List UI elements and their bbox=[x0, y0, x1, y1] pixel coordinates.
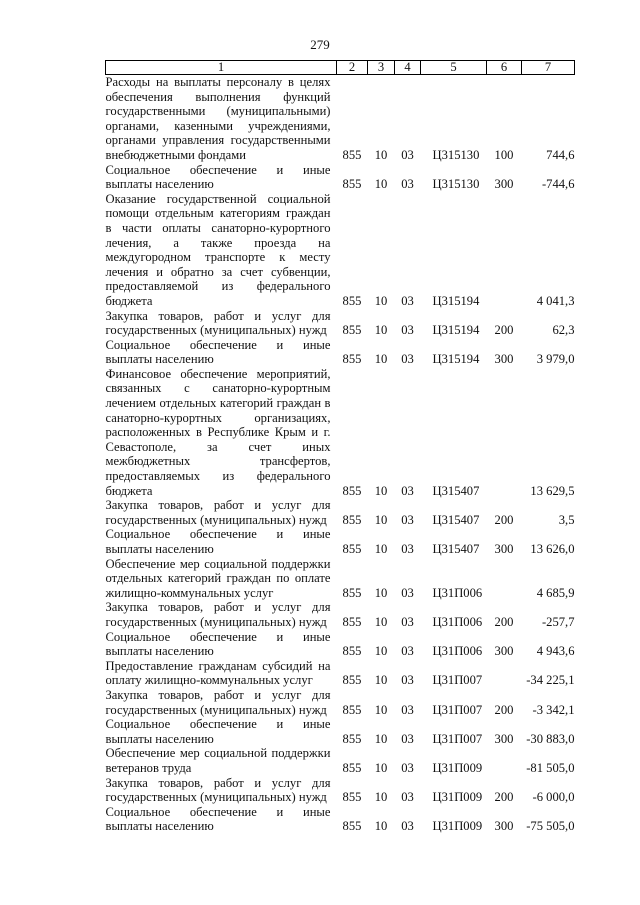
ministry-code-cell: 855 bbox=[342, 293, 362, 308]
budget-table bbox=[105, 60, 575, 834]
amount-cell: -257,7 bbox=[541, 614, 575, 629]
row-name-cell: Закупка товаров, работ и услуг для государственных (муниципальных) нужд bbox=[105, 687, 331, 717]
ministry-code-cell: 855 bbox=[342, 352, 362, 367]
amount-cell: 62,3 bbox=[552, 323, 575, 338]
ministry-code-cell: 855 bbox=[342, 177, 362, 192]
ministry-code-cell: 855 bbox=[342, 644, 362, 659]
section-code-cell: 10 bbox=[374, 614, 388, 629]
table-row bbox=[106, 309, 575, 338]
target-item-code-cell: Ц315407 bbox=[432, 512, 480, 527]
row-name-cell: Социальное обеспечение и иные выплаты населению bbox=[105, 717, 331, 746]
target-item-code-cell: Ц31П009 bbox=[432, 790, 483, 805]
target-item-code-cell: Ц31П006 bbox=[432, 614, 483, 629]
column-number-header-row bbox=[106, 61, 575, 75]
expense-type-code-cell bbox=[487, 192, 522, 309]
amount-cell: -30 883,0 bbox=[526, 731, 575, 746]
target-item-code-cell: Ц31П006 bbox=[432, 644, 483, 659]
subsection-code-cell: 03 bbox=[401, 790, 414, 805]
expense-type-code-cell: 200 bbox=[494, 512, 514, 527]
expense-type-code-cell: 300 bbox=[494, 352, 514, 367]
amount-cell: -34 225,1 bbox=[526, 673, 575, 688]
table-row bbox=[106, 498, 575, 527]
row-name-cell: Закупка товаров, работ и услуг для государственных (муниципальных) нужд bbox=[105, 775, 331, 805]
row-name-cell: Расходы на выплаты персоналу в целях обеспечения выполнения функций государственными (муниципальными) органами, казенными учреждениями, органами управления государственными внебюджетными фондами bbox=[105, 75, 331, 162]
section-code-cell: 10 bbox=[374, 512, 388, 527]
expense-type-code-cell: 300 bbox=[494, 542, 514, 556]
target-item-code-cell: Ц315407 bbox=[432, 483, 480, 498]
target-item-code-cell: Ц315130 bbox=[432, 147, 480, 162]
row-name-cell: Закупка товаров, работ и услуг для государственных (муниципальных) нужд bbox=[105, 308, 331, 338]
ministry-code-cell: 855 bbox=[342, 731, 362, 746]
expense-type-code-cell: 300 bbox=[494, 819, 514, 834]
target-item-code-cell: Ц315194 bbox=[432, 293, 480, 308]
subsection-code-cell: 03 bbox=[401, 819, 414, 834]
ministry-code-cell: 855 bbox=[342, 542, 362, 556]
ministry-code-cell: 855 bbox=[342, 760, 362, 775]
subsection-code-cell: 03 bbox=[401, 614, 414, 629]
target-item-code-cell: Ц315194 bbox=[432, 323, 480, 338]
subsection-code-cell: 03 bbox=[401, 644, 414, 659]
subsection-code-cell: 03 bbox=[401, 147, 414, 162]
column-header: 1 bbox=[106, 61, 337, 75]
amount-cell: 744,6 bbox=[546, 147, 575, 162]
expense-type-code-cell: 200 bbox=[494, 790, 514, 805]
row-name-cell: Финансовое обеспечение мероприятий, связанных с санаторно-курортным лечением отдельных категорий граждан в санаторно-курортных организациях, расположенных в Республике Крым и г. Севастополе, за счет иных межбюджетных трансфертов, предоставляемых из федерального бюджета bbox=[105, 366, 331, 498]
table-row bbox=[106, 557, 575, 601]
expense-type-code-cell bbox=[487, 557, 522, 601]
table-row bbox=[106, 630, 575, 659]
table-row bbox=[106, 367, 575, 498]
section-code-cell: 10 bbox=[374, 177, 388, 192]
ministry-code-cell: 855 bbox=[342, 702, 362, 717]
ministry-code-cell: 855 bbox=[342, 673, 362, 688]
target-item-code-cell: Ц31П009 bbox=[432, 819, 483, 834]
expense-type-code-cell: 200 bbox=[494, 614, 514, 629]
row-name-cell: Социальное обеспечение и иные выплаты населению bbox=[105, 527, 331, 556]
amount-cell: -75 505,0 bbox=[526, 819, 575, 834]
section-code-cell: 10 bbox=[374, 147, 388, 162]
row-name-cell: Оказание государственной социальной помощи отдельным категориям граждан в части оплаты санаторно-курортного лечения, а также проезда на междугородном транспорте к месту лечения и обратно за счет субвенции, предоставляемой из федерального бюджета bbox=[105, 191, 331, 308]
amount-cell: 4 943,6 bbox=[536, 644, 575, 659]
subsection-code-cell: 03 bbox=[401, 673, 414, 688]
row-name-cell: Обеспечение мер социальной поддержки ветеранов труда bbox=[105, 746, 331, 775]
row-name-cell: Социальное обеспечение и иные выплаты населению bbox=[105, 337, 331, 367]
target-item-code-cell: Ц315130 bbox=[432, 177, 480, 192]
section-code-cell: 10 bbox=[374, 673, 388, 688]
amount-cell: 13 629,5 bbox=[530, 483, 575, 498]
subsection-code-cell: 03 bbox=[401, 352, 414, 367]
section-code-cell: 10 bbox=[374, 760, 388, 775]
table-row bbox=[106, 805, 575, 834]
table-row bbox=[106, 746, 575, 775]
section-code-cell: 10 bbox=[374, 790, 388, 805]
expense-type-code-cell: 300 bbox=[494, 644, 514, 659]
subsection-code-cell: 03 bbox=[401, 702, 414, 717]
expense-type-code-cell bbox=[487, 367, 522, 498]
section-code-cell: 10 bbox=[374, 644, 388, 659]
ministry-code-cell: 855 bbox=[342, 819, 362, 834]
section-code-cell: 10 bbox=[374, 352, 388, 367]
expense-type-code-cell: 300 bbox=[494, 731, 514, 746]
table-row bbox=[106, 75, 575, 163]
row-name-cell: Социальное обеспечение и иные выплаты населению bbox=[105, 804, 331, 834]
ministry-code-cell: 855 bbox=[342, 585, 362, 600]
amount-cell: 4 685,9 bbox=[536, 585, 575, 600]
ministry-code-cell: 855 bbox=[342, 323, 362, 338]
target-item-code-cell: Ц31П007 bbox=[432, 702, 483, 717]
subsection-code-cell: 03 bbox=[401, 731, 414, 746]
section-code-cell: 10 bbox=[374, 323, 388, 338]
table-row bbox=[106, 776, 575, 805]
expense-type-code-cell: 200 bbox=[494, 323, 514, 338]
table-row bbox=[106, 163, 575, 192]
ministry-code-cell: 855 bbox=[342, 483, 362, 498]
expense-type-code-cell bbox=[487, 746, 522, 775]
column-header: 4 bbox=[395, 61, 421, 75]
column-header: 3 bbox=[368, 61, 395, 75]
row-name-cell: Закупка товаров, работ и услуг для государственных (муниципальных) нужд bbox=[105, 600, 331, 629]
table-body bbox=[106, 75, 575, 834]
table-row bbox=[106, 338, 575, 367]
section-code-cell: 10 bbox=[374, 819, 388, 834]
subsection-code-cell: 03 bbox=[401, 177, 414, 192]
amount-cell: -81 505,0 bbox=[526, 760, 575, 775]
section-code-cell: 10 bbox=[374, 542, 388, 556]
ministry-code-cell: 855 bbox=[342, 790, 362, 805]
table-row bbox=[106, 688, 575, 717]
column-header: 7 bbox=[522, 61, 575, 75]
expense-type-code-cell: 100 bbox=[494, 147, 514, 162]
subsection-code-cell: 03 bbox=[401, 483, 414, 498]
target-item-code-cell: Ц315194 bbox=[432, 352, 480, 367]
row-name-cell: Обеспечение мер социальной поддержки отдельных категорий граждан по оплате жилищно-коммунальных услуг bbox=[105, 556, 331, 600]
subsection-code-cell: 03 bbox=[401, 512, 414, 527]
row-name-cell: Предоставление гражданам субсидий на оплату жилищно-коммунальных услуг bbox=[105, 658, 331, 688]
target-item-code-cell: Ц31П007 bbox=[432, 673, 483, 688]
amount-cell: 3 979,0 bbox=[536, 352, 575, 367]
expense-type-code-cell: 200 bbox=[494, 702, 514, 717]
ministry-code-cell: 855 bbox=[342, 512, 362, 527]
subsection-code-cell: 03 bbox=[401, 585, 414, 600]
row-name-cell: Социальное обеспечение и иные выплаты населению bbox=[105, 629, 331, 659]
page-number: 279 bbox=[310, 37, 330, 52]
column-header: 5 bbox=[421, 61, 487, 75]
section-code-cell: 10 bbox=[374, 702, 388, 717]
subsection-code-cell: 03 bbox=[401, 760, 414, 775]
ministry-code-cell: 855 bbox=[342, 614, 362, 629]
section-code-cell: 10 bbox=[374, 293, 388, 308]
expense-type-code-cell bbox=[487, 659, 522, 688]
amount-cell: 3,5 bbox=[558, 512, 575, 527]
target-item-code-cell: Ц31П006 bbox=[432, 585, 483, 600]
table-row bbox=[106, 600, 575, 629]
subsection-code-cell: 03 bbox=[401, 542, 414, 556]
column-header: 6 bbox=[487, 61, 522, 75]
amount-cell: 4 041,3 bbox=[536, 293, 575, 308]
target-item-code-cell: Ц315407 bbox=[432, 542, 480, 556]
column-header: 2 bbox=[337, 61, 368, 75]
table-row bbox=[106, 659, 575, 688]
table-row bbox=[106, 192, 575, 309]
table-row bbox=[106, 717, 575, 746]
section-code-cell: 10 bbox=[374, 585, 388, 600]
section-code-cell: 10 bbox=[374, 731, 388, 746]
expense-type-code-cell: 300 bbox=[494, 177, 514, 192]
ministry-code-cell: 855 bbox=[342, 147, 362, 162]
row-name-cell: Закупка товаров, работ и услуг для государственных (муниципальных) нужд bbox=[105, 498, 331, 527]
amount-cell: 13 626,0 bbox=[530, 542, 575, 556]
subsection-code-cell: 03 bbox=[401, 293, 414, 308]
amount-cell: -3 342,1 bbox=[532, 702, 575, 717]
section-code-cell: 10 bbox=[374, 483, 388, 498]
target-item-code-cell: Ц31П007 bbox=[432, 731, 483, 746]
subsection-code-cell: 03 bbox=[401, 323, 414, 338]
table-row bbox=[106, 527, 575, 556]
row-name-cell: Социальное обеспечение и иные выплаты населению bbox=[105, 162, 331, 192]
amount-cell: -744,6 bbox=[541, 177, 575, 192]
target-item-code-cell: Ц31П009 bbox=[432, 760, 483, 775]
amount-cell: -6 000,0 bbox=[532, 790, 575, 805]
